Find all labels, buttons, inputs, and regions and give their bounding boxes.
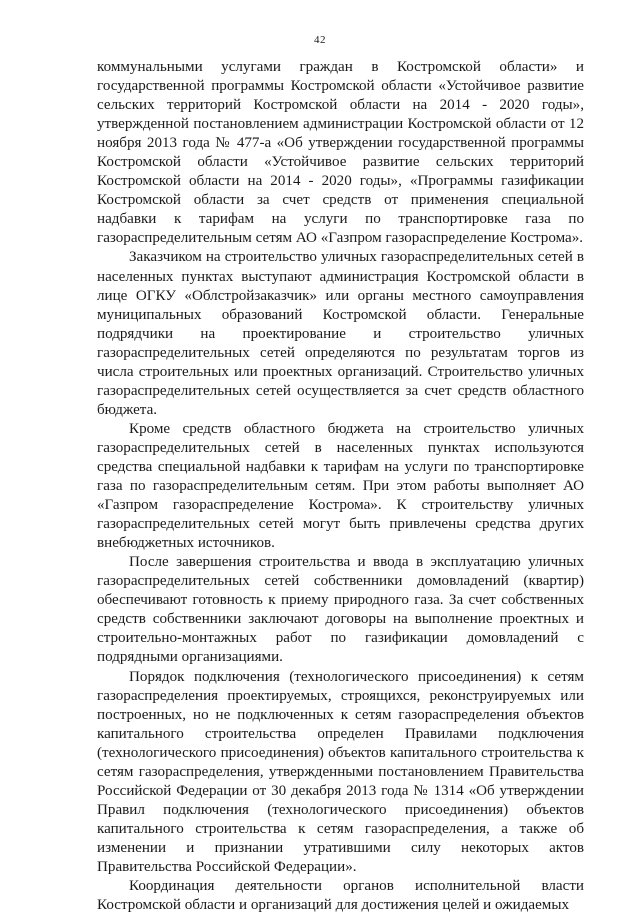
paragraph-funding: Кроме средств областного бюджета на строительство уличных газораспределительных сетей в населенных пунктах используются средства специальной надбавки к тарифам на услуги по транспортировке газа по газораспределительным сетям. При этом работы выполняет АО «Газпром газораспределение Кострома». К строительству уличных газораспределительных сетей могут быть привлечены средства других внебюджетных источников. xyxy=(97,420,584,552)
paragraph-owners: После завершения строительства и ввода в эксплуатацию уличных газораспределительных сетей собственники домовладений (квартир) обеспечивают готовность к приему природного газа. За счет собственных средств собственники заключают договоры на выполнение проектных и строительно-монтажных работ по газификации домовладений с подрядными организациями. xyxy=(97,554,584,666)
paragraph-1-continued: коммунальными услугами граждан в Костромской области» и государственной программы Костромской области «Устойчивое развитие сельских территорий Костромской области на 2014 - 2020 годы», утвержденной постановлением администрации Костромской области от 12 ноября 2013 года № 477-а «Об утверждении государственной программы Костромской области «Устойчивое развитие сельских территорий Костромской области на 2014 - 2020 годы», «Программы газификации Костромской области за счет средств от применения специальной надбавки к тарифам на услуги по транспортировке газа по газораспределительным сетям АО «Газпром газораспределение Кострома». xyxy=(97,59,584,247)
paragraph-customer: Заказчиком на строительство уличных газораспределительных сетей в населенных пунктах выступают администрация Костромской области в лице ОГКУ «Облстройзаказчик» или органы местного самоуправления муниципальных образований Костромской области. Генеральные подрядчики на проектирование и строительство уличных газораспределительных сетей определяются по результатам торгов из числа строительных или проектных организаций. Строительство уличных газораспределительных сетей осуществляется за счет средств областного бюджета. xyxy=(97,249,584,418)
page-number: 42 xyxy=(314,34,326,46)
paragraph-coordination: Координация деятельности органов исполнительной власти Костромской области и организаций для достижения целей и ожидаемых xyxy=(97,878,584,914)
paragraph-connection-rules: Порядок подключения (технологического присоединения) к сетям газораспределения проектируемых, строящихся, реконструируемых или построенных, но не подключенных к сетям газораспределения объектов капитального строительства определен Правилами подключения (технологического присоединения) объектов капитального строительства к сетям газораспределения, утвержденными постановлением Правительства Российской Федерации от 30 декабря 2013 года № 1314 «Об утверждении Правил подключения (технологического присоединения) объектов капитального строительства к сетям газораспределения, а также об изменении и признании утратившими силу некоторых актов Правительства Российской Федерации». xyxy=(97,668,584,875)
document-body xyxy=(97,58,584,915)
